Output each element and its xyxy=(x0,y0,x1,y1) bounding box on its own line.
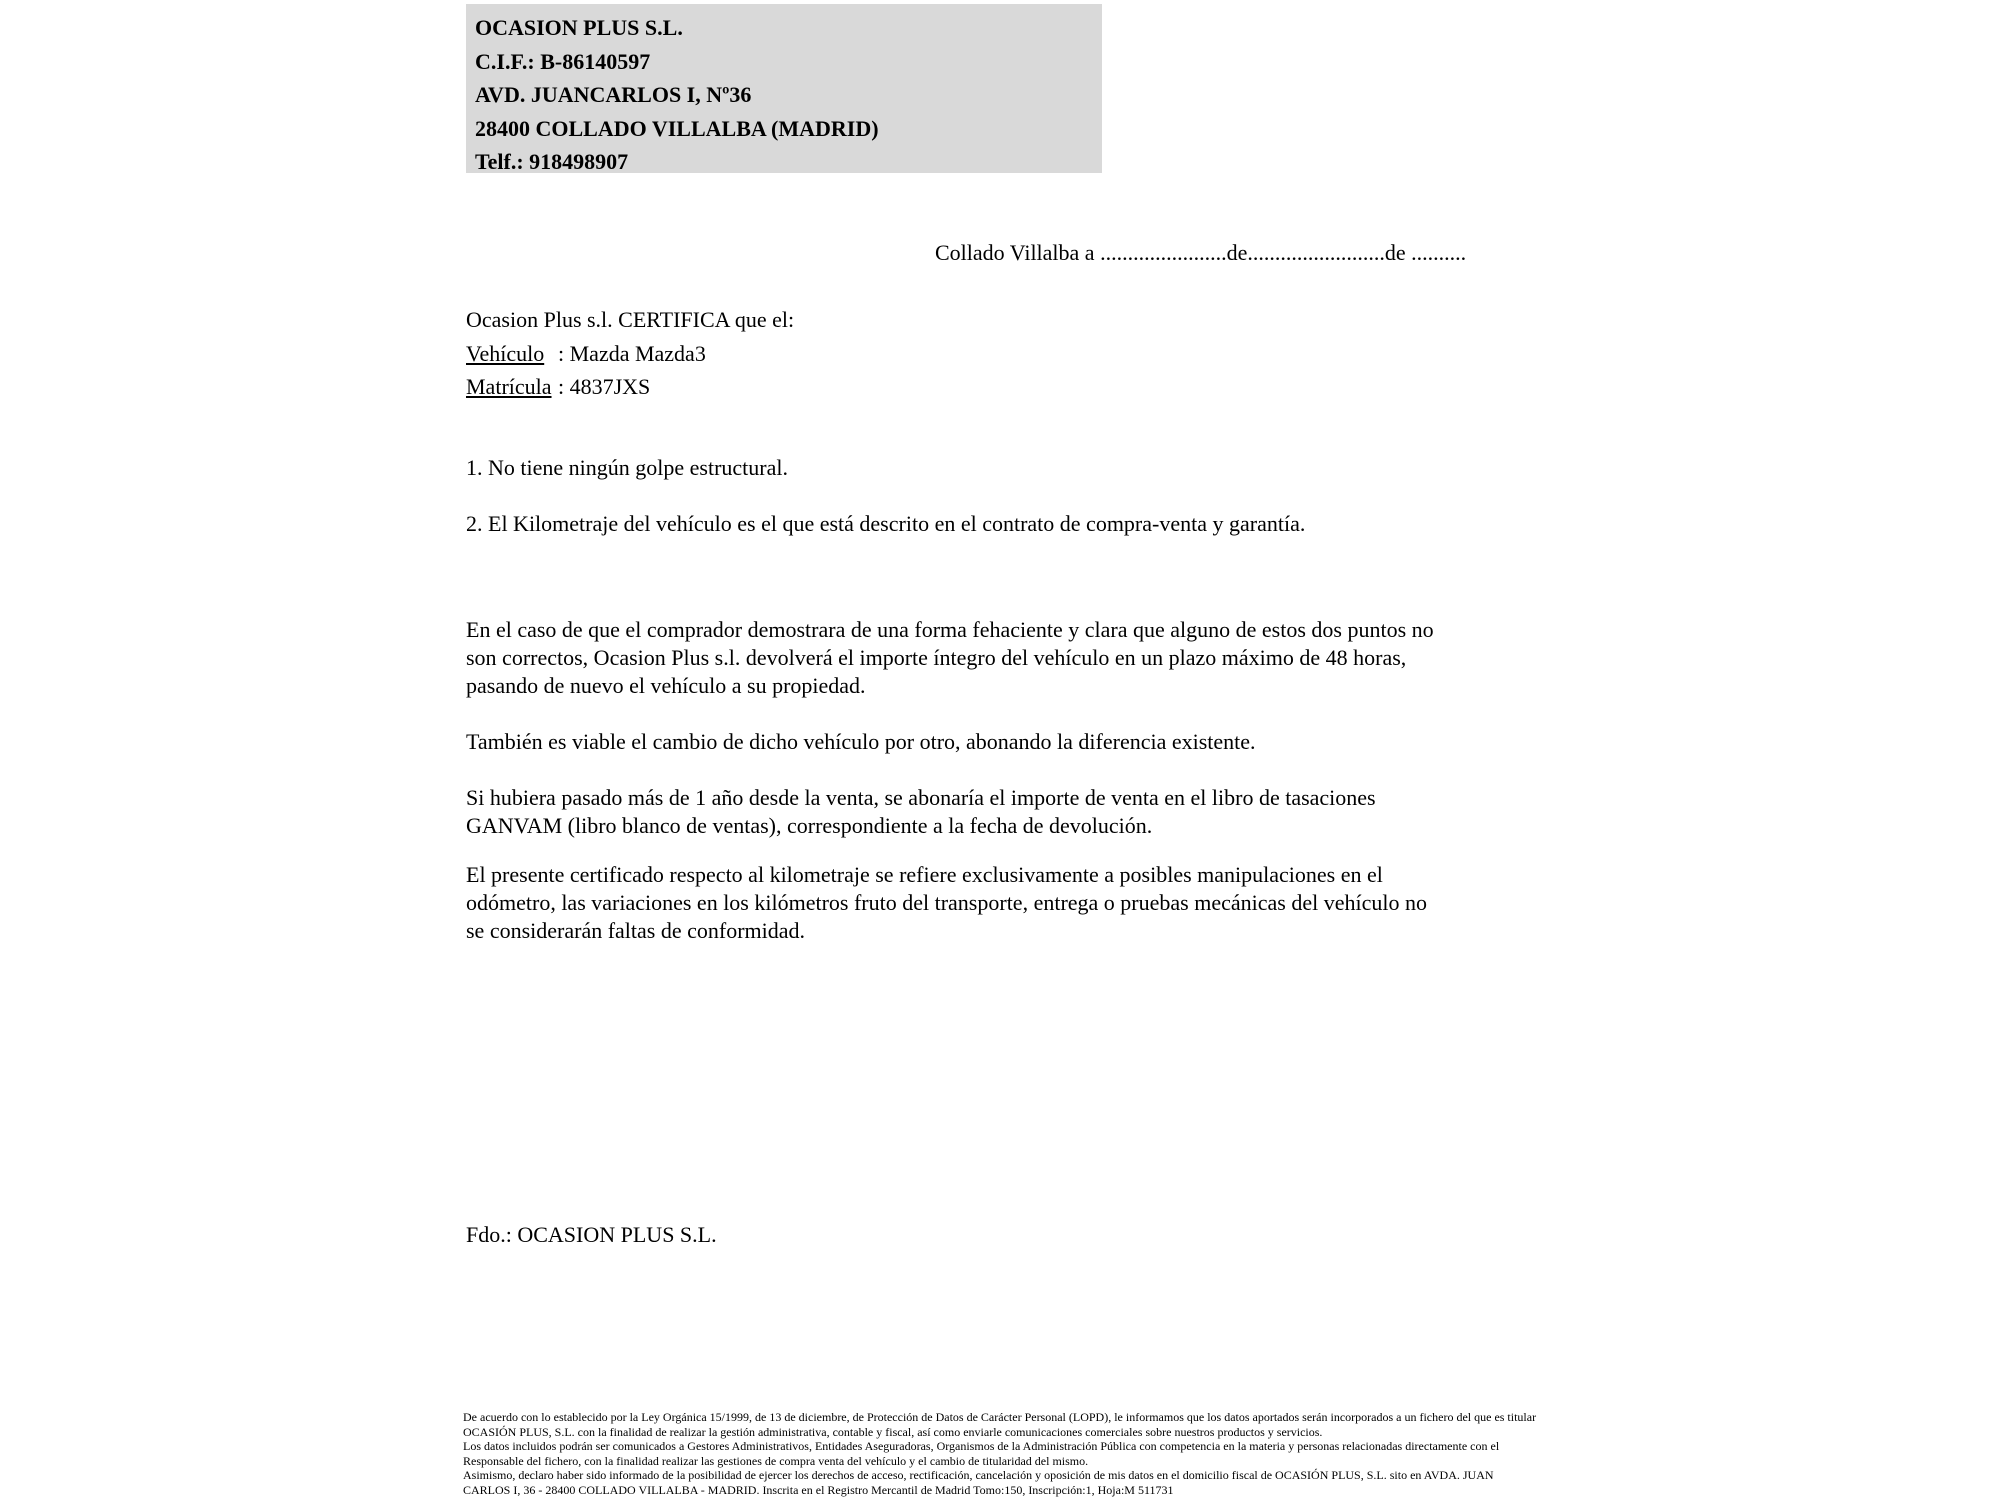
legal-line: Asimismo, declaro haber sido informado de la posibilidad de ejercer los derechos de acceso, rectificación, cancelación y oposición de mis datos en el domicilio fiscal de OCASIÓN PLUS, S.L. sito en AVDA. JUAN xyxy=(463,1468,1494,1483)
legal-line: Responsable del fichero, con la finalidad realizar las gestiones de compra venta del vehículo y el cambio de titularidad del mismo. xyxy=(463,1453,1089,1468)
vehicle-value: : Mazda Mazda3 xyxy=(558,340,706,366)
legal-line: De acuerdo con lo establecido por la Ley Orgánica 15/1999, de 13 de diciembre, de Protección de Datos de Carácter Personal (LOPD), le informamos que los datos aportados serán incorporados a un fichero del que es titular xyxy=(463,1410,1537,1424)
company-name: OCASION PLUS S.L. xyxy=(475,15,683,40)
legal-line: Los datos incluidos podrán ser comunicados a Gestores Administrativos, Entidades Aseguradoras, Organismos de la Administración Pública con competencia en la materia y personas relacionadas directamente con el xyxy=(463,1439,1500,1454)
paragraph-refund-guarantee xyxy=(466,616,1434,700)
vehicle-row xyxy=(466,337,794,371)
company-header xyxy=(466,4,1102,173)
paragraph-line: GANVAM (libro blanco de ventas), correspondiente a la fecha de devolución. xyxy=(466,813,1153,838)
legal-line: OCASIÓN PLUS, S.L. con la finalidad de realizar la gestión administrativa, contable y fiscal, así como enviarle comunicaciones comerciales sobre nuestros productos y servicios. xyxy=(463,1424,1323,1439)
date-line: Collado Villalba a .......................de.........................de .......... xyxy=(935,240,1467,265)
certify-heading: Ocasion Plus s.l. CERTIFICA que el: xyxy=(466,307,795,332)
paragraph-ganvam xyxy=(466,784,1376,840)
paragraph-exchange xyxy=(466,728,1256,756)
paragraph-line: El presente certificado respecto al kilometraje se refiere exclusivamente a posibles manipulaciones en el xyxy=(466,862,1383,887)
legal-notice xyxy=(463,1410,1536,1498)
paragraph-line: odómetro, las variaciones en los kilómetros fruto del transporte, entrega o pruebas mecánicas del vehículo no xyxy=(466,890,1427,915)
plate-value: : 4837JXS xyxy=(558,374,651,399)
vehicle-label: Vehículo xyxy=(466,340,545,366)
company-address: AVD. JUANCARLOS I, Nº36 xyxy=(475,82,752,107)
paragraph-line: son correctos, Ocasion Plus s.l. devolverá el importe íntegro del vehículo en un plazo máximo de 48 horas, xyxy=(466,645,1407,670)
certification-block xyxy=(466,303,794,404)
signature-line: Fdo.: OCASION PLUS S.L. xyxy=(466,1222,717,1247)
paragraph-line: También es viable el cambio de dicho vehículo por otro, abonando la diferencia existente. xyxy=(466,729,1256,754)
paragraph-line: Si hubiera pasado más de 1 año desde la venta, se abonaría el importe de venta en el libro de tasaciones xyxy=(466,785,1376,810)
paragraph-odometer-disclaimer xyxy=(466,861,1427,945)
paragraph-line: En el caso de que el comprador demostrara de una forma fehaciente y clara que alguno de estos dos puntos no xyxy=(466,617,1434,642)
point-2: 2. El Kilometraje del vehículo es el que está descrito en el contrato de compra-venta y garantía. xyxy=(466,511,1306,536)
paragraph-line: pasando de nuevo el vehículo a su propiedad. xyxy=(466,673,866,698)
paragraph-line: se considerarán faltas de conformidad. xyxy=(466,918,806,943)
plate-label: Matrícula xyxy=(466,374,552,399)
company-cif: C.I.F.: B-86140597 xyxy=(475,48,651,74)
point-1: 1. No tiene ningún golpe estructural. xyxy=(466,455,788,480)
legal-line: CARLOS I, 36 - 28400 COLLADO VILLALBA - MADRID. Inscrita en el Registro Mercantil de Madrid Tomo:150, Inscripción:1, Hoja:M 511731 xyxy=(463,1482,1174,1497)
company-city: 28400 COLLADO VILLALBA (MADRID) xyxy=(475,115,879,141)
company-phone: Telf.: 918498907 xyxy=(475,149,629,174)
plate-row xyxy=(466,370,794,404)
